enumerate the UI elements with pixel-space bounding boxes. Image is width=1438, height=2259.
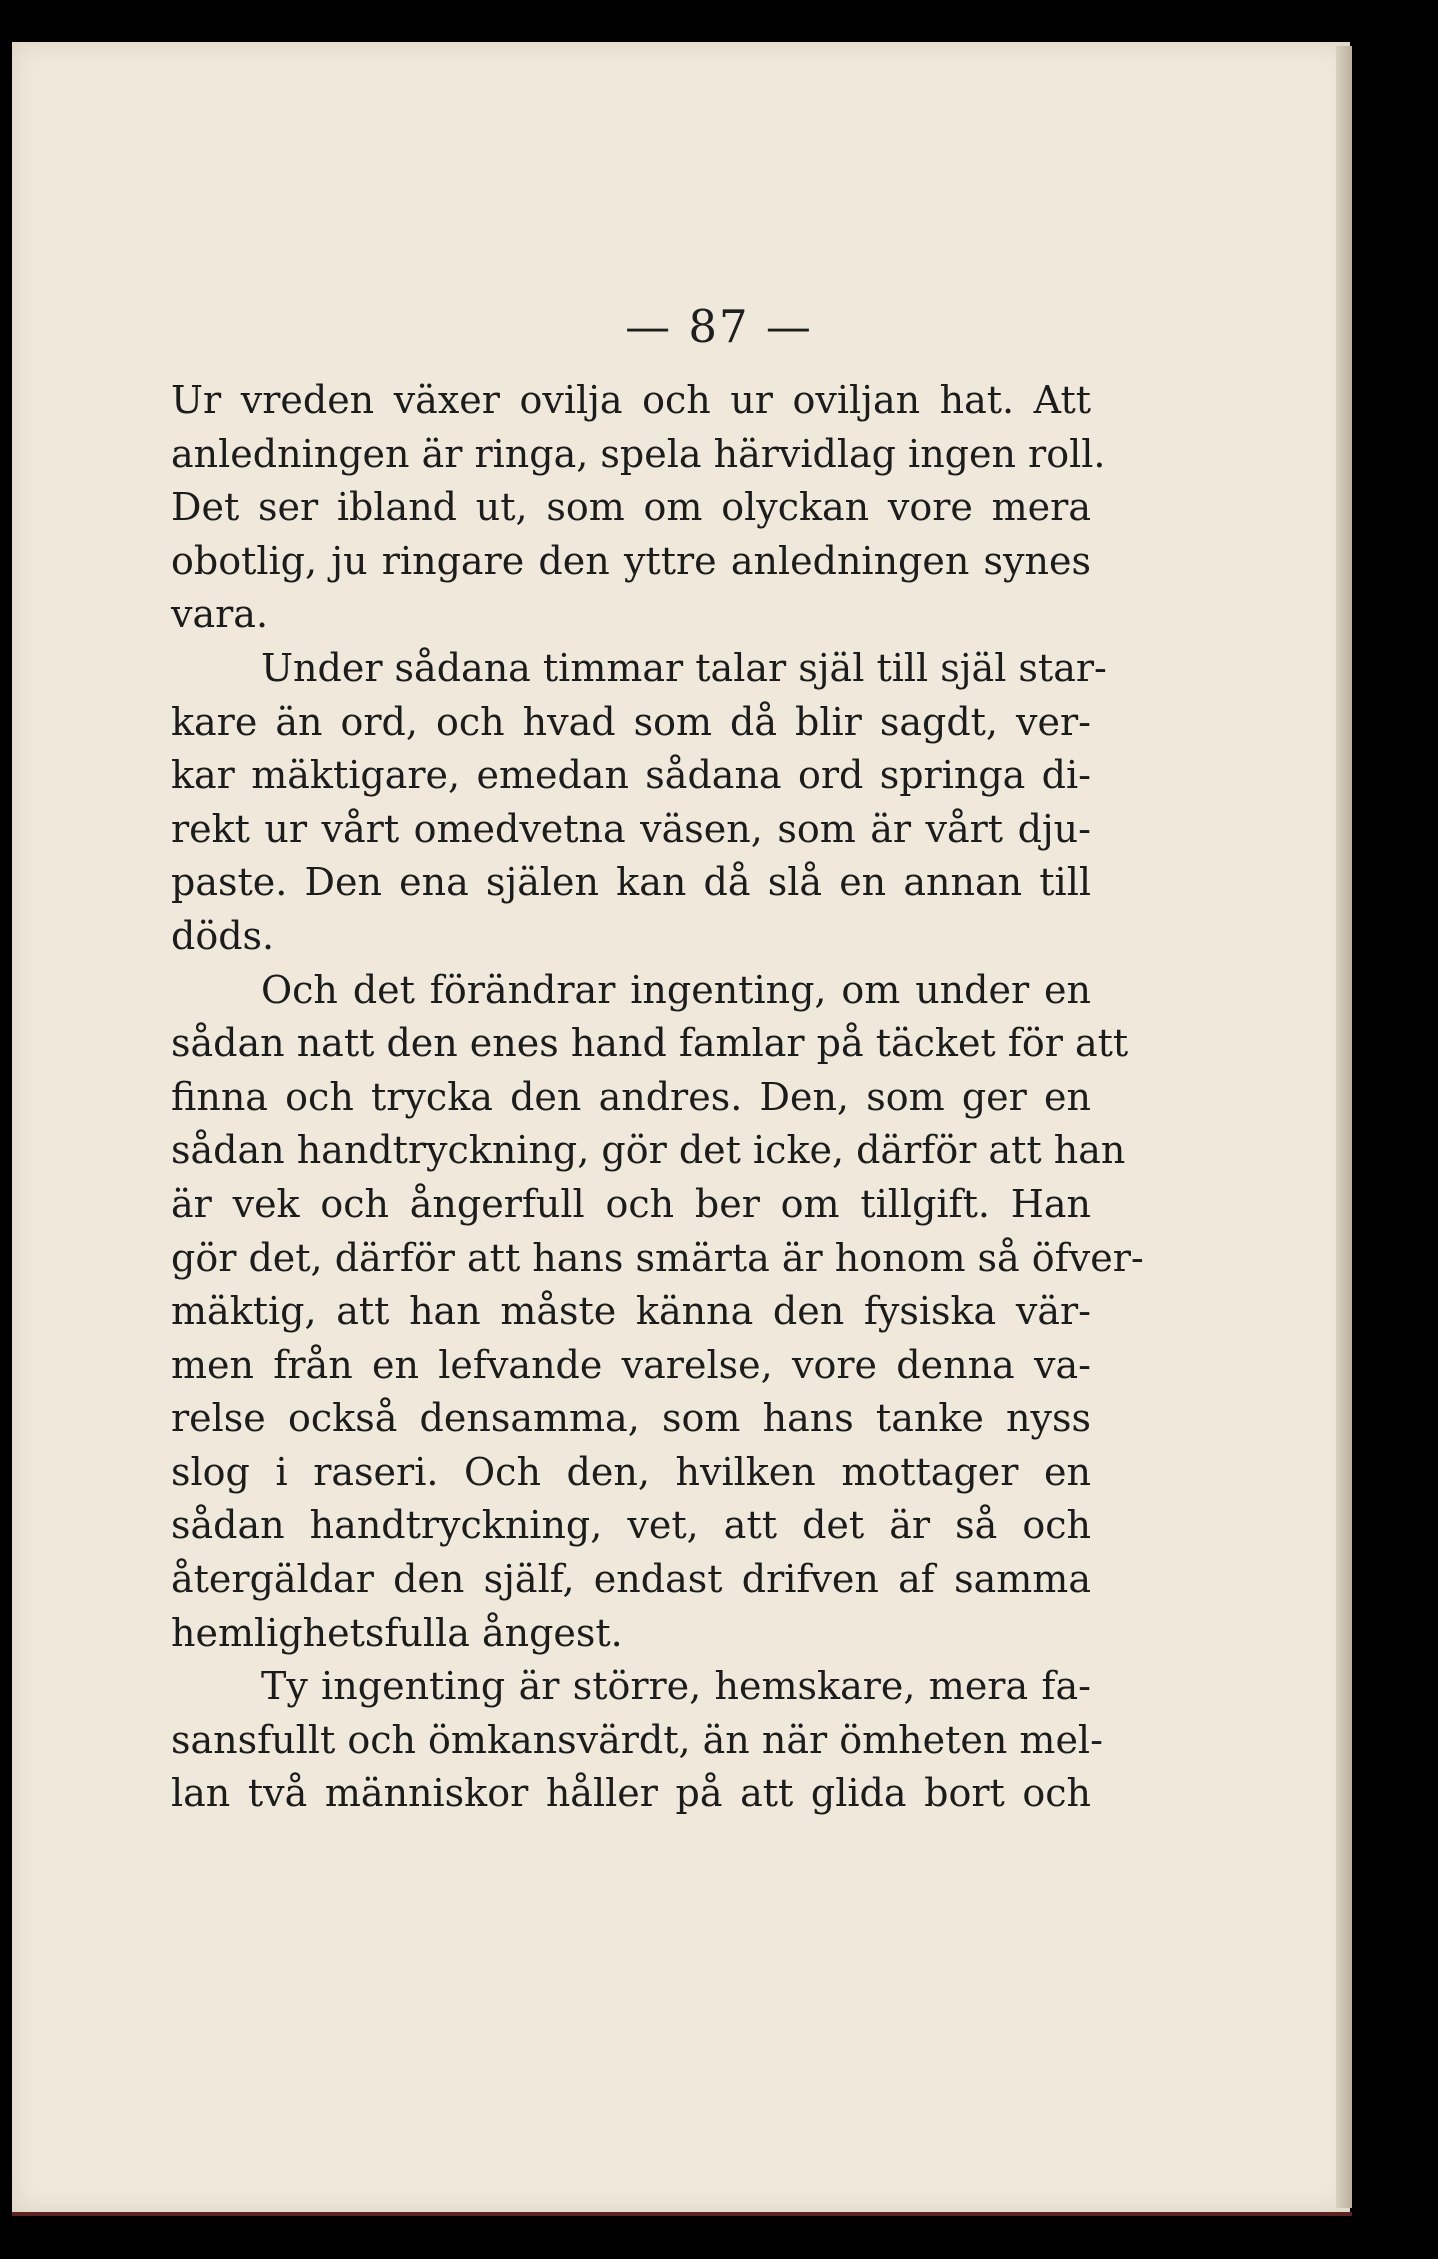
text-line: mäktig, att han måste känna den fysiska vär- <box>171 1289 1091 1334</box>
text-line: hemlighetsfulla ångest. <box>171 1610 623 1655</box>
text-line: Ty ingenting är större, hemskare, mera fa- <box>261 1664 1091 1709</box>
page-bottom-edge <box>12 2212 1352 2216</box>
text-line: finna och trycka den andres. Den, som ger en <box>171 1074 1091 1119</box>
text-line: obotlig, ju ringare den yttre anledningen synes <box>171 538 1091 583</box>
text-line: Ur vreden växer ovilja och ur oviljan hat. Att <box>171 378 1091 422</box>
text-line: återgäldar den själf, endast drifven af samma <box>171 1557 1091 1602</box>
text-line: lan två människor håller på att glida bort och <box>171 1771 1091 1816</box>
text-line: kar mäktigare, emedan sådana ord springa di- <box>171 753 1091 798</box>
text-line: sådan handtryckning, gör det icke, därför att han <box>171 1128 1126 1173</box>
text-line: men från en lefvande varelse, vore denna va- <box>171 1342 1091 1387</box>
text-line: är vek och ångerfull och ber om tillgift. Han <box>171 1181 1091 1226</box>
text-line: döds. <box>171 913 275 958</box>
text-line: kare än ord, och hvad som då blir sagdt, ver- <box>171 699 1091 744</box>
page-number: — 87 — <box>625 300 813 353</box>
text-line: relse också densamma, som hans tanke nyss <box>171 1396 1091 1441</box>
text-line: paste. Den ena själen kan då slå en annan till <box>171 860 1091 905</box>
text-line: slog i raseri. Och den, hvilken mottager en <box>171 1449 1091 1494</box>
text-line: Det ser ibland ut, som om olyckan vore mera <box>171 485 1091 530</box>
text-line: vara. <box>171 592 269 637</box>
text-line: sansfullt och ömkansvärdt, än när ömheten mel- <box>171 1717 1103 1762</box>
text-line: rekt ur vårt omedvetna väsen, som är vårt dju- <box>171 806 1091 851</box>
text-line: sådan handtryckning, vet, att det är så och <box>171 1503 1091 1548</box>
text-line: Under sådana timmar talar själ till själ star- <box>261 645 1107 690</box>
text-line: sådan natt den enes hand famlar på täcket för att <box>171 1021 1129 1066</box>
page-edge <box>1336 46 1352 2208</box>
text-line: anledningen är ringa, spela härvidlag ingen roll. <box>171 431 1106 476</box>
text-line: gör det, därför att hans smärta är honom så öfver- <box>171 1235 1144 1280</box>
text-line: Och det förändrar ingenting, om under en <box>261 967 1091 1012</box>
body-text <box>171 374 1144 1821</box>
